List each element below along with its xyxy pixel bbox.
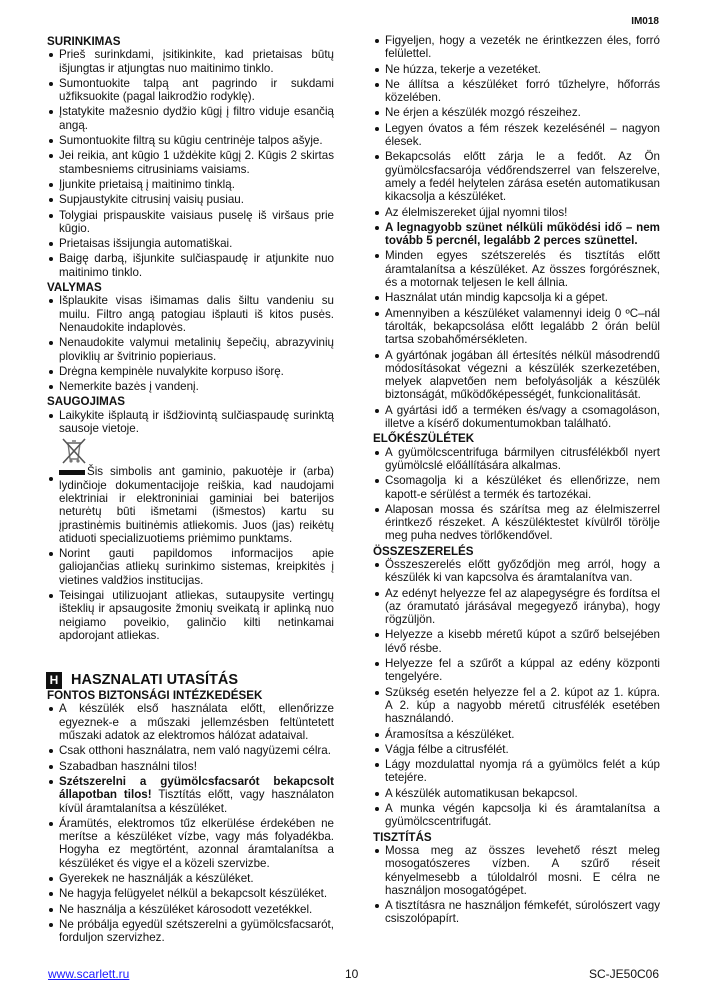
- item-text: Prieš surinkdami, įsitikinkite, kad prietaisas būtų išjungtas ir atjungtas nuo maitinimo tinklo.: [59, 48, 334, 75]
- list-item: [47, 105, 334, 132]
- list-item: [47, 437, 334, 545]
- section-heading: TISZTÍTÁS: [373, 830, 432, 844]
- item-text: Az edényt helyezze fel az alapegységre és fordítsa el (az óramutató járásával megegyező irányba), hogy rögzüljön.: [385, 586, 660, 627]
- item-text: Csomagolja ki a készüléket és ellenőrizze, nem kapott-e sérülést a termék és tartozékai.: [385, 474, 660, 501]
- item-text: A gyártónak jogában áll értesítés nélkül másodrendű módosításokat végezni a készülék szerkezetében, melyek alapvetően nem befolyásolják a készülék biztonságát, működőképességét, funkcionalitását.: [385, 348, 660, 402]
- item-text: Ne állítsa a készüléket forró tűzhelyre, hőforrás közelében.: [385, 77, 660, 105]
- item-text: Sumontuokite talpą ant pagrindo ir sukdami užfiksuokite (pagal laikrodžio rodyklę).: [59, 76, 334, 104]
- list-item: [373, 249, 660, 289]
- list-item: [47, 744, 334, 757]
- list-item: [47, 149, 334, 176]
- list-item: [373, 728, 660, 741]
- hungarian-language-icon: H: [47, 673, 61, 688]
- item-text: Az élelmiszereket újjal nyomni tilos!: [385, 205, 568, 219]
- item-text: A tisztításra ne használjon fémkefét, súrolószert vagy csiszolópapírt.: [385, 899, 660, 926]
- item-text: Laikykite išplautą ir išdžiovintą sulčiaspaudę surinktą sausoje vietoje.: [59, 408, 334, 436]
- list-item: [47, 775, 334, 815]
- item-text: Teisingai utilizuojant atliekas, sutaupysite vertingų išteklių ir apsaugosite žmonių sveikatą ir aplinką nuo neigiamo poveikio, galinčio kilti netinkamai apdorojant atliekas.: [59, 588, 334, 642]
- item-text: Ne érjen a készülék mozgó részeihez.: [385, 106, 581, 120]
- list-item: [47, 589, 334, 642]
- section-heading: ELŐKÉSZÜLÉTEK: [373, 432, 475, 446]
- list-item: [373, 657, 660, 684]
- list-item: [373, 503, 660, 543]
- list-item: [373, 349, 660, 402]
- item-text: Mossa meg az összes levehető részt meleg mosogatószeres vízben. A szűrő réseit kényelmesebb a túloldalról mosni. E célra ne használjon mosogatógépet.: [385, 843, 660, 897]
- item-text: Tolygiai prispauskite vaisiaus puselę iš viršaus prie kūgio.: [59, 208, 334, 235]
- item-text: Baigę darbą, išjunkite sulčiaspaudę ir atjunkite nuo maitinimo tinklo.: [59, 252, 334, 279]
- list-item: [47, 547, 334, 587]
- document-code: IM018: [631, 16, 659, 27]
- section-heading: SURINKIMAS: [47, 35, 121, 48]
- list-item: [47, 178, 334, 191]
- list-item: [373, 587, 660, 627]
- list-item: [47, 760, 334, 773]
- list-item: [47, 903, 334, 916]
- item-text: A készülék első használata előtt, ellenőrizze egyeznek-e a műszaki jellemzésben feltüntetett műszaki adatok az elektromos hálózat adataival.: [59, 702, 334, 743]
- item-text: Prietaisas išsijungia automatiškai.: [59, 237, 233, 251]
- list-item: [373, 78, 660, 105]
- list-item: [373, 628, 660, 655]
- item-text: Šis simbolis ant gaminio, pakuotėje ir (arba) lydinčioje dokumentacijoje reiškia, kad naudojami elektriniai ir elektroniniai gaminiai bei baterijos neturėtų būti išmetami (išmestos) kartu su įprastinėmis buitinėmis atliekomis. Juos (jas) reikėtų atiduoti specializuotiems priėmimo punktams.: [59, 465, 334, 545]
- item-text: A munka végén kapcsolja ki és áramtalanítsa a gyümölcscentrifugát.: [385, 802, 660, 829]
- item-text: A gyártási idő a terméken és/vagy a csomagoláson, illetve a kísérő dokumentumokban található.: [385, 403, 660, 431]
- section-heading: FONTOS BIZTONSÁGI INTÉZKEDÉSEK: [47, 689, 263, 703]
- item-text: Įstatykite mažesnio dydžio kūgį į filtro viduje esančią angą.: [59, 105, 334, 132]
- list-item: [47, 209, 334, 236]
- list-item: [373, 686, 660, 726]
- list-item: [47, 48, 334, 75]
- model-number: SC-JE50C06: [588, 967, 659, 981]
- list-item: [373, 106, 660, 119]
- list-item: [47, 294, 334, 334]
- item-text: Įjunkite prietaisą į maitinimo tinklą.: [59, 177, 235, 191]
- item-text: Alaposan mossa és szárítsa meg az élelmiszerrel érintkező részeket. A készüléktestet kívülről törölje meg puha nedves törlőkendővel.: [385, 502, 660, 543]
- list-item: [47, 252, 334, 279]
- language-heading: [47, 672, 334, 688]
- item-text: Nemerkite bazės į vandenį.: [59, 380, 199, 394]
- item-text: Ne húzza, tekerje a vezetéket.: [385, 62, 541, 76]
- list-item: [47, 134, 334, 147]
- list-item: [373, 34, 660, 61]
- list-item: [373, 404, 660, 431]
- list-item: [373, 474, 660, 501]
- item-text: Jei reikia, ant kūgio 1 uždėkite kūgį 2. Kūgis 2 skirtas stambesniems citrusiniams vaisiams.: [59, 149, 334, 176]
- item-text: Ne próbálja egyedül szétszerelni a gyümölcsfacsarót, forduljon szervizhez.: [59, 917, 334, 945]
- item-text: Tisztítás előtt, vagy használaton kívül áramtalanítsa a készüléket.: [59, 788, 335, 815]
- item-text: Összeszerelés előtt győződjön meg arról, hogy a készülék ki van kapcsolva és áramtalanítva van.: [385, 557, 660, 585]
- list-item: [373, 802, 660, 829]
- list-item: [373, 291, 660, 304]
- list-item: [47, 380, 334, 393]
- item-text: Szabadban használni tilos!: [59, 759, 197, 773]
- list-item: [373, 758, 660, 785]
- item-text: Gyerekek ne használják a készüléket.: [59, 872, 254, 886]
- list-item: [47, 77, 334, 104]
- item-text: Helyezze fel a szűrőt a kúppal az edény központi tengelyére.: [385, 657, 660, 684]
- list-item: [373, 743, 660, 756]
- left-column: [47, 34, 334, 947]
- item-text: Ne hagyja felügyelet nélkül a bekapcsolt készüléket.: [59, 887, 328, 901]
- list-item: [47, 336, 334, 363]
- list-item: [47, 887, 334, 900]
- list-item: [373, 446, 660, 473]
- item-text: Išplaukite visas išimamas dalis šiltu vandeniu su muilu. Filtro angą patogiau išplauti iš kitos pusės. Nenaudokite indaplovės.: [59, 294, 334, 334]
- section-heading: SAUGOJIMAS: [47, 395, 125, 409]
- item-text: Lágy mozdulattal nyomja rá a gyümölcs felét a kúp tetejére.: [385, 758, 660, 785]
- item-text: Ne használja a készüléket károsodott vezetékkel.: [59, 902, 313, 916]
- list-item: [373, 307, 660, 347]
- list-item: [47, 817, 334, 870]
- item-text: Bekapcsolás előtt zárja le a fedőt. Az Ön gyümölcsfacsarója védőrendszerrel van felszerelve, amely a fedél helytelen zárása esetén automatikusan kikacsolja a készüléket.: [385, 150, 660, 204]
- list-item: [47, 872, 334, 885]
- language-title: HASZNALATI UTASÍTÁS: [71, 672, 239, 689]
- section-heading: ÖSSZESZERELÉS: [373, 544, 474, 558]
- list-item: [47, 702, 334, 742]
- list-item: [373, 844, 660, 897]
- page-number: 10: [345, 967, 359, 981]
- list-item: [373, 150, 660, 203]
- item-bold-text: Szétszerelni a gyümölcsfacsarót bekapcsolt állapotban tilos!: [59, 774, 334, 802]
- item-text: Vágja félbe a citrusfélét.: [385, 742, 509, 756]
- list-item: [373, 63, 660, 76]
- list-item: [373, 558, 660, 585]
- list-item: [47, 365, 334, 378]
- item-text: Amennyiben a készüléket valamennyi ideig 0 ºC–nál tárolták, bekapcsolása előtt legalább 2 órán belül tartsa szobahőmérsékleten.: [385, 306, 660, 347]
- list-item: [373, 206, 660, 219]
- item-text: Csak otthoni használatra, nem való nagyüzemi célra.: [59, 744, 331, 758]
- website-link[interactable]: www.scarlett.ru: [48, 967, 130, 981]
- list-item: [47, 918, 334, 945]
- right-column: [373, 34, 660, 928]
- item-text: Norint gauti papildomos informacijos apie galiojančias atliekų surinkimo sistemas, kreipkitės į vietines valdžios institucijas.: [59, 547, 334, 587]
- weee-crossed-bin-icon: [59, 437, 334, 465]
- item-text: Figyeljen, hogy a vezeték ne érintkezzen éles, forró felülettel.: [385, 34, 660, 61]
- list-item: [47, 409, 334, 436]
- section-heading: VALYMAS: [47, 281, 102, 295]
- list-item: [373, 122, 660, 149]
- item-text: Minden egyes szétszerelés és tisztítás előtt áramtalanítsa a készüléket. Az összes forgórésznek, és a motornak teljesen le kell állnia.: [385, 249, 660, 290]
- item-text: Nenaudokite valymui metalinių šepečių, abrazyvinių ploviklių ar švitrinio popieriaus.: [59, 336, 334, 363]
- list-item: [373, 899, 660, 926]
- item-text: A készülék automatikusan bekapcsol.: [385, 786, 578, 800]
- weee-bar-icon: [59, 470, 85, 475]
- item-text: A gyümölcscentrifuga bármilyen citrusfélékből nyert gyümölcslé előállítására alkalmas.: [385, 445, 660, 472]
- list-item: [373, 221, 660, 248]
- item-text: Legyen óvatos a fém részek kezelésénél – nagyon élesek.: [385, 121, 660, 149]
- item-text: Használat után mindig kapcsolja ki a gépet.: [385, 291, 608, 305]
- item-bold-text: A legnagyobb szünet nélküli működési idő – nem tovább 5 percnél, legalább 2 perces szünettel.: [385, 220, 660, 248]
- item-text: Helyezze a kisebb méretű kúpot a szűrő belsejében lévő résbe.: [385, 628, 660, 655]
- item-text: Drėgna kempinėle nuvalykite korpuso išorę.: [59, 364, 284, 378]
- item-text: Supjaustykite citrusinį vaisių pusiau.: [59, 193, 244, 207]
- list-item: [47, 193, 334, 206]
- item-text: Áramütés, elektromos tűz elkerülése érdekében ne merítse a készüléket vízbe, vagy más folyadékba. Hogyha ez megtörtént, azonnal áramtalanítsa a készüléket és vigye el a közeli szervizbe.: [59, 816, 334, 870]
- item-text: Szükség esetén helyezze fel a 2. kúpot az 1. kúpra. A 2. kúp a nagyobb méretű citrusfélék esetében használandó.: [385, 685, 660, 726]
- list-item: [373, 787, 660, 800]
- item-text: Áramosítsa a készüléket.: [385, 727, 515, 741]
- item-text: Sumontuokite filtrą su kūgiu centrinėje talpos ašyje.: [59, 134, 323, 148]
- list-item: [47, 237, 334, 250]
